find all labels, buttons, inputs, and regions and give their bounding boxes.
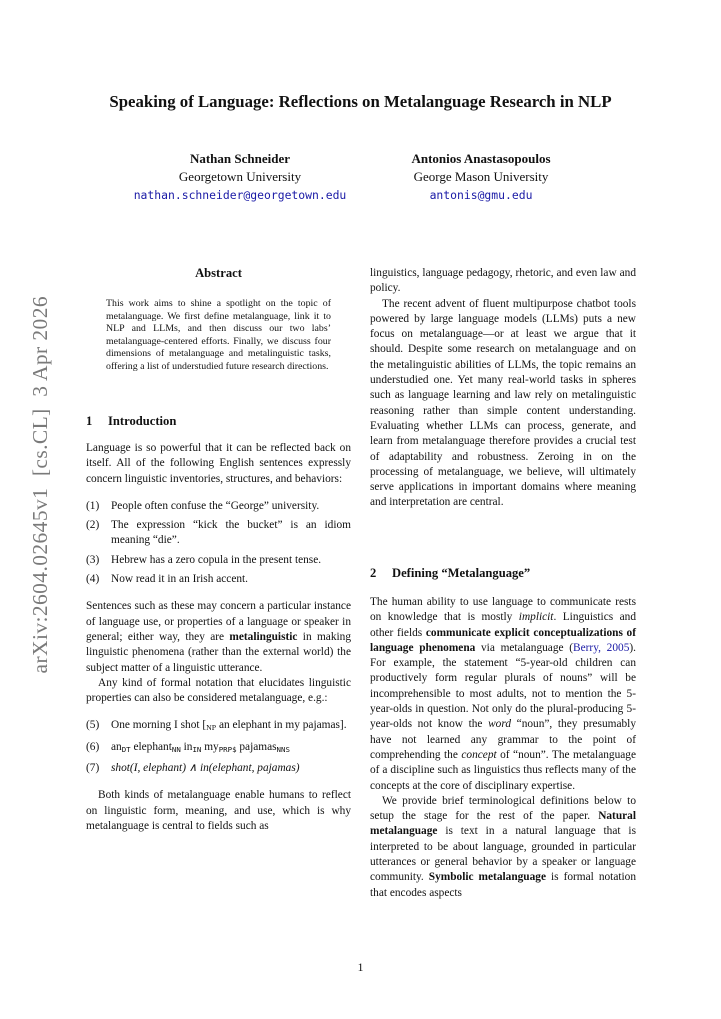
author-name: Antonios Anastasopoulos bbox=[411, 151, 551, 166]
example-text: One morning I shot [$_{NP}$ an elephant in my pajamas]. bbox=[111, 719, 347, 733]
abstract-text: This work aims to shine a spotlight on the topic of metalanguage. We first define metalanguage, link it to NLP and LLMs, and then discuss our two labs’ metalanguage-centered efforts. Finally, we discuss four dimensions of metalanguage and metalinguistic tasks, offering a list of understudied future research directions. bbox=[106, 298, 331, 372]
paragraph: linguistics, language pedagogy, rhetoric, and even law and policy. bbox=[370, 267, 636, 295]
author-block-1 bbox=[110, 150, 370, 204]
paragraph: Language is so powerful that it can be reflected back on itself. All of the following English sentences expressly concern linguistic inventories, structures, and behaviors: bbox=[86, 442, 351, 485]
section-number: 2 bbox=[370, 566, 377, 580]
list-item bbox=[86, 553, 351, 568]
example-text: The expression “kick the bucket” is an idiom meaning “die”. bbox=[111, 519, 351, 547]
example-text: Hebrew has a zero copula in the present tense. bbox=[111, 553, 322, 566]
term-natural-metalanguage: Natural metalanguage bbox=[370, 810, 636, 838]
example-number: (5) bbox=[86, 719, 100, 732]
example-number: (6) bbox=[86, 740, 100, 753]
arxiv-stamp-text: arXiv:2604.02645v1 [cs.CL] 3 Apr 2026 bbox=[28, 296, 52, 674]
author-block-2 bbox=[351, 150, 611, 204]
example-number: (3) bbox=[86, 553, 100, 566]
author-affiliation: George Mason University bbox=[413, 169, 549, 184]
paragraph: Any kind of formal notation that elucidates linguistic properties can also be considered metalanguage, e.g.: bbox=[86, 676, 351, 705]
list-item bbox=[86, 718, 351, 735]
arxiv-stamp bbox=[0, 296, 58, 700]
list-item bbox=[86, 761, 351, 776]
list-item bbox=[86, 572, 351, 587]
citation-link[interactable]: Berry, 2005 bbox=[573, 641, 630, 654]
example-text: anDT elephantNN inIN myPRP$ pajamasNNS bbox=[111, 740, 290, 754]
list-item bbox=[86, 740, 351, 757]
example-number: (1) bbox=[86, 499, 100, 512]
page-number: 1 bbox=[357, 960, 364, 974]
term-metalinguistic: metalinguistic bbox=[229, 630, 298, 643]
paragraph: The human ability to use language to communicate rests on knowledge that is mostly implicit. Linguistics and other fields communicate explicit conceptualizations of language phenomena via metalanguage (Berry, 2005). For example, the statement “5-year-old children can productively form regular plurals of nouns” will be incomprehensible to most adults, not to mention the 5-year-olds in question. Not only do the plural-producing 5-year-olds not know the word “noun”, they presumably have not learned any grammar to the point of comprehending the concept of “noun”. The metalanguage of a discipline such as linguistics thus reflects many of the concepts at the core of disciplinary expertise. bbox=[370, 596, 637, 792]
author-name: Nathan Schneider bbox=[189, 151, 291, 166]
author-email[interactable]: nathan.schneider@georgetown.edu bbox=[133, 188, 347, 202]
section-1-body bbox=[86, 441, 351, 834]
list-item bbox=[86, 499, 351, 514]
paragraph: The recent advent of fluent multipurpose chatbot tools powered by large language models (LLMs) puts a new focus on metalanguage—or at least we argue that it should. Despite some research on metalanguage and on the metalinguistic abilities of LLMs, the topic remains an understudied one. Yet many real-world tasks in spheres such as language learning and law rely on metalinguistic reasoning rather than simple content understanding. Evaluating whether LLMs can process, generate, and learn from metalanguage therefore provides a crucial test of adaptability and robustness. Zeroing in on the processing of metalanguage, we believe, will ultimately serve applications in important domains where meaning and interpretation are central. bbox=[370, 297, 636, 509]
paragraph: Sentences such as these may concern a particular instance of language use, or properties of a language or speaker in general; either way, they are metalinguistic in making linguistic phenomena (rather than the external world) the subject matter of a linguistic utterance. bbox=[86, 600, 351, 674]
paper-title: Speaking of Language: Reflections on Metalanguage Research in NLP bbox=[109, 92, 612, 111]
section-2-heading bbox=[370, 566, 636, 581]
example-text: Now read it in an Irish accent. bbox=[111, 573, 249, 586]
author-email[interactable]: antonis@gmu.edu bbox=[429, 188, 533, 202]
list-item bbox=[86, 518, 351, 549]
example-text: shot(I, elephant) ∧ in(elephant, pajamas) bbox=[111, 762, 300, 775]
section-2-body bbox=[370, 595, 636, 901]
section-number: 1 bbox=[86, 414, 93, 428]
example-list bbox=[86, 499, 351, 587]
example-number: (2) bbox=[86, 519, 100, 532]
section-1-heading bbox=[86, 414, 351, 429]
right-column-top bbox=[370, 266, 636, 511]
paragraph: We provide brief terminological definitions below to setup the stage for the rest of the paper. Natural metalanguage is text in a natural language that is interpreted to be about language, grounded in particular utterances or general behavior by a speaker or language community. Symbolic metalanguage is formal notation that encodes aspects bbox=[370, 794, 636, 899]
example-list-notation bbox=[86, 718, 351, 776]
example-number: (7) bbox=[86, 762, 100, 775]
section-title: Defining “Metalanguage” bbox=[392, 566, 531, 580]
example-text: People often confuse the “George” university. bbox=[111, 499, 320, 512]
term-symbolic-metalanguage: Symbolic metalanguage bbox=[428, 871, 546, 884]
term-explicit-conceptualizations: communicate explicit conceptualizations of language phenomena bbox=[370, 626, 636, 654]
paragraph: Both kinds of metalanguage enable humans to reflect on linguistic form, meaning, and use, which is why metalanguage is central to fields such as bbox=[86, 789, 351, 832]
abstract-heading: Abstract bbox=[195, 266, 242, 280]
section-title: Introduction bbox=[108, 414, 177, 428]
example-number: (4) bbox=[86, 573, 100, 586]
author-affiliation: Georgetown University bbox=[178, 169, 302, 184]
